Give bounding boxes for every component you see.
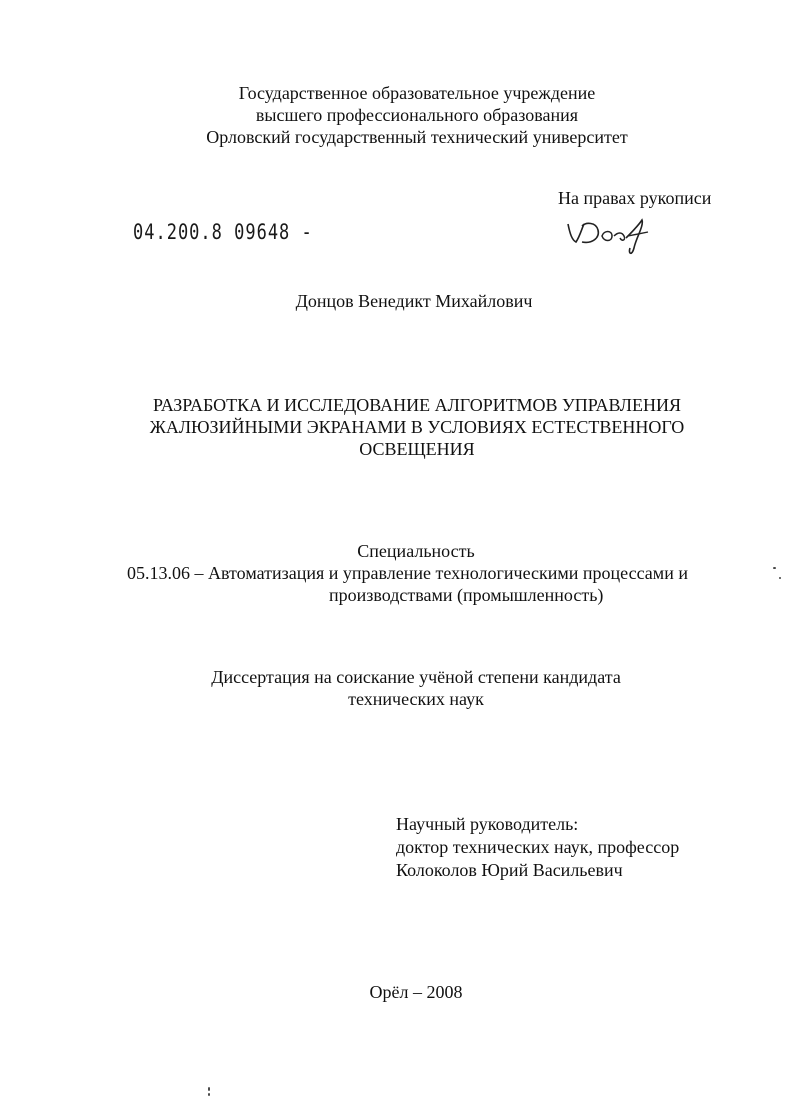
specialty-line-2: производствами (промышленность) [329, 585, 604, 605]
specialty-heading: Специальность [357, 541, 475, 561]
degree-line-2: технических наук [348, 689, 484, 709]
author-name: Донцов Венедикт Михайлович [295, 291, 533, 311]
advisor-degree: доктор технических наук, профессор [396, 837, 680, 857]
specialty-line-1: 05.13.06 – Автоматизация и управление технологическими процессами и [127, 563, 688, 583]
title-line-3: ОСВЕЩЕНИЯ [359, 439, 475, 459]
advisor-name: Колоколов Юрий Васильевич [396, 860, 623, 880]
title-line-2: ЖАЛЮЗИЙНЫМИ ЭКРАНАМИ В УСЛОВИЯХ ЕСТЕСТВЕННОГО [149, 417, 685, 437]
registration-stamp-number: 04.200.8 09648 - [133, 220, 313, 245]
scan-speck [773, 567, 776, 569]
advisor-heading: Научный руководитель: [396, 814, 579, 834]
degree-line-1: Диссертация на соискание учёной степени кандидата [211, 667, 621, 687]
rights-note: На правах рукописи [558, 188, 712, 208]
scan-speck [208, 1087, 210, 1091]
dissertation-title [0, 394, 794, 460]
handwritten-signature [562, 212, 654, 258]
scientific-advisor-block [396, 813, 679, 882]
title-line-1: РАЗРАБОТКА И ИССЛЕДОВАНИЕ АЛГОРИТМОВ УПРАВЛЕНИЯ [152, 395, 682, 415]
degree-statement [0, 666, 794, 710]
institution-block [0, 82, 794, 148]
institution-line-1: Государственное образовательное учреждение [238, 83, 596, 103]
institution-line-2: высшего профессионального образования [255, 105, 579, 125]
scan-speck [779, 577, 781, 579]
scan-speck [208, 1093, 210, 1096]
city-and-year: Орёл – 2008 [369, 982, 463, 1002]
institution-line-3: Орловский государственный технический университет [206, 127, 628, 147]
